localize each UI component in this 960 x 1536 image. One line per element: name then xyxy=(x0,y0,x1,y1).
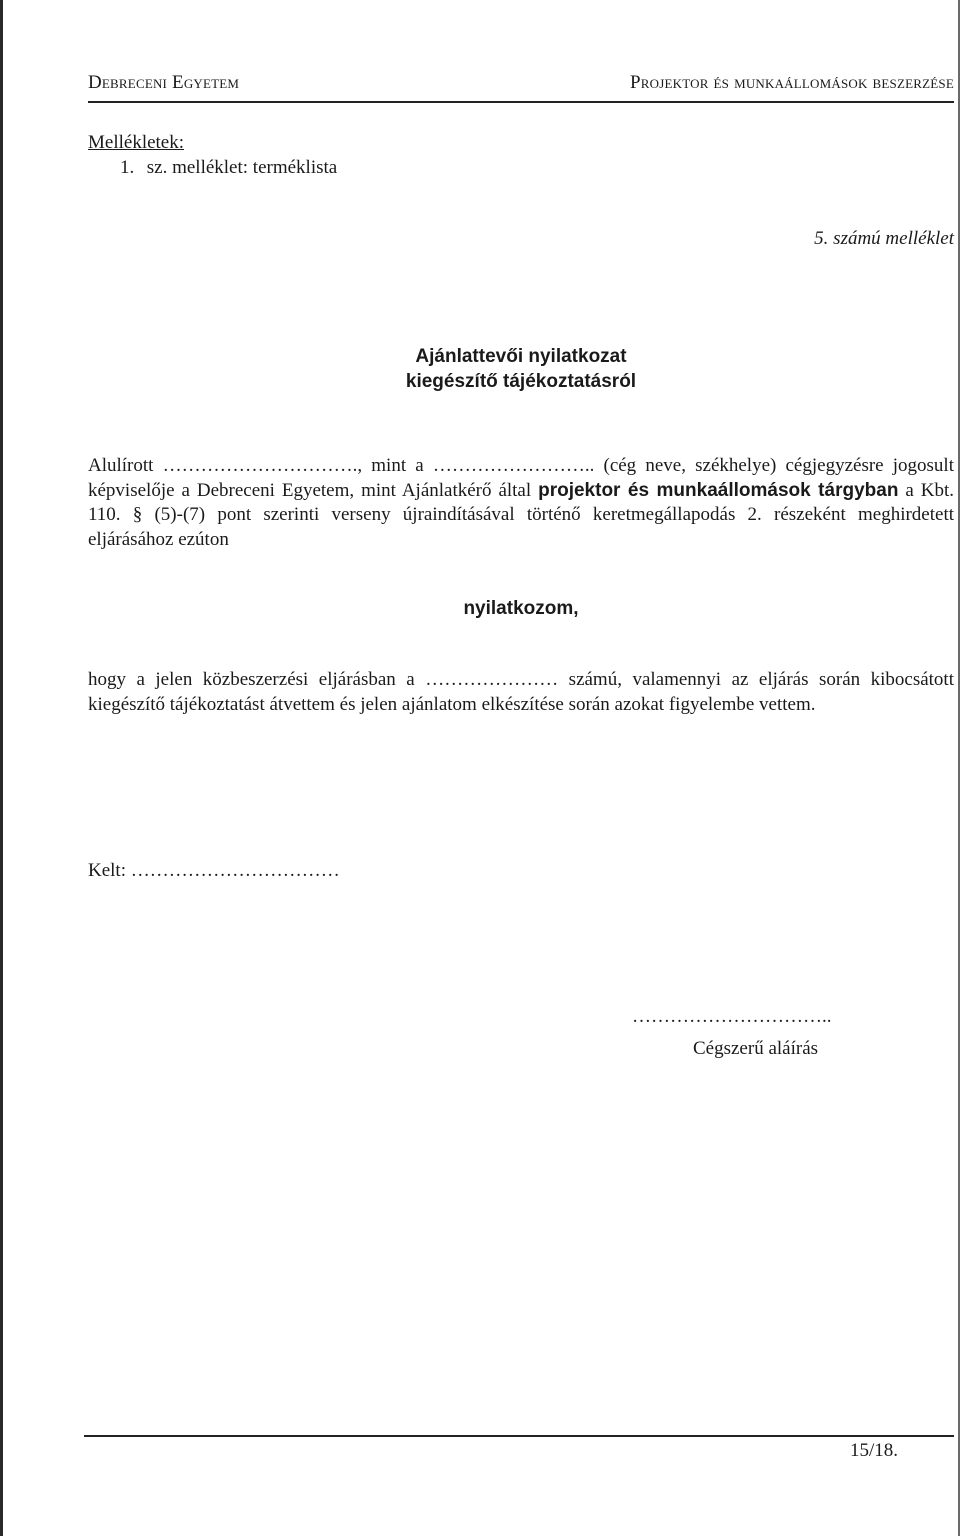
statement-paragraph xyxy=(88,454,954,552)
page-header xyxy=(88,72,954,100)
signature-line: ………………………….. xyxy=(632,1006,832,1027)
header-institution: Debreceni Egyetem xyxy=(88,72,240,93)
header-divider xyxy=(88,101,954,103)
document-title-line1: Ajánlattevői nyilatkozat xyxy=(415,346,627,367)
declaration-paragraph: hogy a jelen közbeszerzési eljárásban a ………………… számú, valamennyi az eljárás során kibocsátott kiegészítő tájékoztatást átvettem és jelen ajánlatom elkészítése során azokat figyelembe vettem. xyxy=(88,669,954,715)
statement-text-part1: Alulírott …………………………., mint a …………………….. (cég neve, székhelye) cégjegyzésre jogosult képviselője a Debreceni Egyetem, mint Ajánlatkérő által xyxy=(88,455,954,501)
procurement-subject: projektor és munkaállomások tárgyban xyxy=(538,479,899,501)
annex-label: 5. számú melléklet xyxy=(814,228,954,249)
header-document-title: Projektor és munkaállomások beszerzése xyxy=(630,72,954,93)
footer-divider xyxy=(84,1435,954,1437)
page-number: 15/18. xyxy=(850,1440,899,1461)
document-title-line2: kiegészítő tájékoztatásról xyxy=(405,371,637,392)
attachment-text: sz. melléklet: terméklista xyxy=(146,157,338,178)
attachments-title: Mellékletek: xyxy=(88,132,185,153)
attachment-number: 1. xyxy=(120,157,135,178)
document-title xyxy=(88,344,954,394)
declaration-heading: nyilatkozom, xyxy=(463,598,579,619)
attachments-section xyxy=(88,130,337,180)
signature-label: Cégszerű aláírás xyxy=(693,1038,819,1059)
date-field: Kelt: …………………………… xyxy=(88,860,340,881)
page-left-edge xyxy=(0,0,3,1536)
attachment-item xyxy=(88,155,337,180)
statement-text-part2: a Kbt. 110. § (5)-(7) pont szerinti verseny újraindításával történő keretmegállapodás 2. részeként meghirdetett eljárásához ezúton xyxy=(88,479,954,550)
